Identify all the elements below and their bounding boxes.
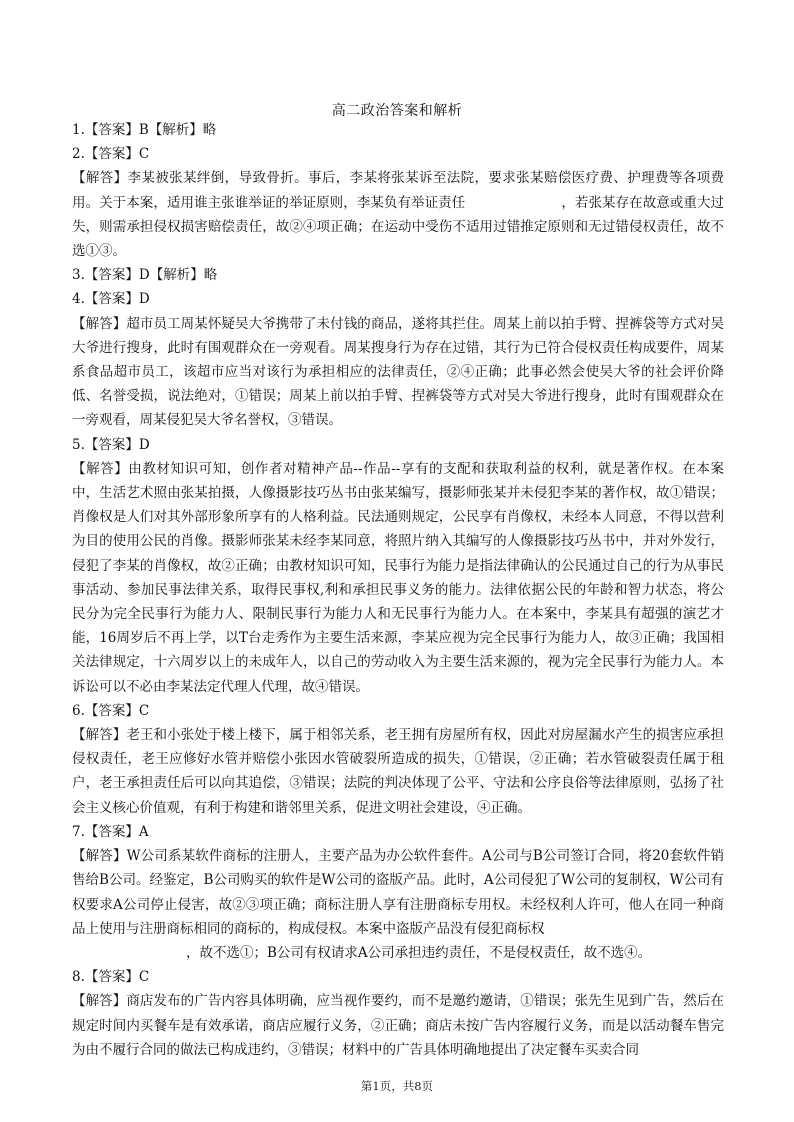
q2-explanation-part-a: 【解答】李某被张某绊倒，导致骨折。事后，李某将张某诉至法院，要求张某赔偿医疗费、护理费等各项费用。关于本案，适用谁主张谁举证的举证原则，李某负有举证责任	[72, 170, 724, 211]
q5-answer: 5.【答案】D	[72, 436, 150, 453]
q2-explanation	[72, 166, 724, 263]
q7-answer: 7.【答案】A	[72, 823, 149, 840]
q1-line: 1.【答案】B【解析】略	[72, 122, 217, 138]
q4-answer: 4.【答案】D	[72, 291, 150, 308]
q7-explanation-part-b: ，故不选①；B公司有权请求A公司承担违约责任，不是侵权责任，故不选④。	[186, 944, 652, 961]
page-number: 第1页，共8页	[360, 1079, 434, 1093]
q8-explanation: 【解答】商店发布的广告内容具体明确，应当视作要约，而不是邀约邀请，①错误；张先生见到广告，然后在规定时间内买餐车是有效承诺，商店应履行义务，②正确；商店未按广告内容履行义务，而是以活动餐车售完为由不履行合同的做法已构成违约，③错误；材料中的广告具体明确地提出了决定餐车买卖合同	[72, 993, 724, 1058]
q2-explanation-part-b: ，若张某存在故意或重大过失，则需承担侵权损害赔偿责任，故②④项正确；在运动中受伤不适用过错推定原则和无过错侵权责任，故不选①③。	[72, 194, 725, 260]
q6-answer: 6.【答案】C	[72, 702, 150, 719]
q4-explanation: 【解答】超市员工周某怀疑吴大爷携带了未付钱的商品，遂将其拦住。周某上前以拍手臂、捏裤袋等方式对吴大爷进行搜身，此时有围观群众在一旁观看。周某搜身行为存在过错，其行为已符合侵权责任构成要件，周某系食品超市员工，该超市应当对该行为承担相应的法律责任，②④正确；此事必然会使吴大爷的社会评价降低、名誉受损，说法绝对，①错误；周某上前以拍手臂、捏裤袋等方式对吴大爷进行搜身，此时有围观群众在一旁观看，周某侵犯吴大爷名誉权，③错误。	[72, 315, 724, 429]
q7-explanation-part-a: 【解答】W公司系某软件商标的注册人，主要产品为办公软件套件。A公司与B公司签订合同，将20套软件销售给B公司。经鉴定，B公司购买的软件是W公司的盗版产品。此时，A公司侵犯了W公司的复制权，W公司有权要求A公司停止侵害，故②③项正确；商标注册人享有注册商标专用权。未经权利人许可，他人在同一种商品上使用与注册商标相同的商标的，构成侵权。本案中盗版产品没有侵犯商标权	[72, 848, 724, 937]
q6-explanation: 【解答】老王和小张处于楼上楼下，属于相邻关系，老王拥有房屋所有权，因此对房屋漏水产生的损害应承担侵权责任，老王应修好水管并赔偿小张因水管破裂所造成的损失，①错误，②正确；若水管破裂责任属于租户，老王承担责任后可以向其追偿，③错误；法院的判决体现了公平、守法和公序良俗等法律原则，弘扬了社会主义核心价值观，有利于构建和谐邻里关系，促进文明社会建设，④正确。	[72, 727, 724, 816]
q2-answer: 2.【答案】C	[72, 146, 150, 163]
document-title: 高二政治答案和解析	[331, 103, 463, 119]
q8-answer: 8.【答案】C	[72, 969, 150, 986]
q7-explanation	[72, 844, 724, 965]
q3-line: 3.【答案】D【解析】略	[72, 267, 218, 284]
document-body	[72, 118, 724, 1062]
q5-explanation: 【解答】由教材知识可知，创作者对精神产品--作品--享有的支配和获取利益的权利，就是著作权。在本案中，生活艺术照由张某拍摄，人像摄影技巧丛书由张某编写，摄影师张某并未侵犯李某的著作权，故①错误；肖像权是人们对其外部形象所享有的人格利益。民法通则规定，公民享有肖像权，未经本人同意，不得以营利为目的使用公民的肖像。摄影师张某未经李某同意，将照片纳入其编写的人像摄影技巧丛书中，并对外发行，侵犯了李某的肖像权，故②正确；由教材知识可知，民事行为能力是指法律确认的公民通过自己的行为从事民事活动、参加民事法律关系，取得民事权,利和承担民事义务的能力。法律依据公民的年龄和智力状态，将公民分为完全民事行为能力人、限制民事行为能力人和无民事行为能力人。在本案中，李某具有超强的演艺才能，16周岁后不再上学，以T台走秀作为主要生活来源，李某应视为完全民事行为能力人，故③正确；我国相关法律规定，十六周岁以上的未成年人，以自己的劳动收入为主要生活来源的，视为完全民事行为能力人。本诉讼可以不必由李某法定代理人代理，故④错误。	[72, 460, 724, 695]
